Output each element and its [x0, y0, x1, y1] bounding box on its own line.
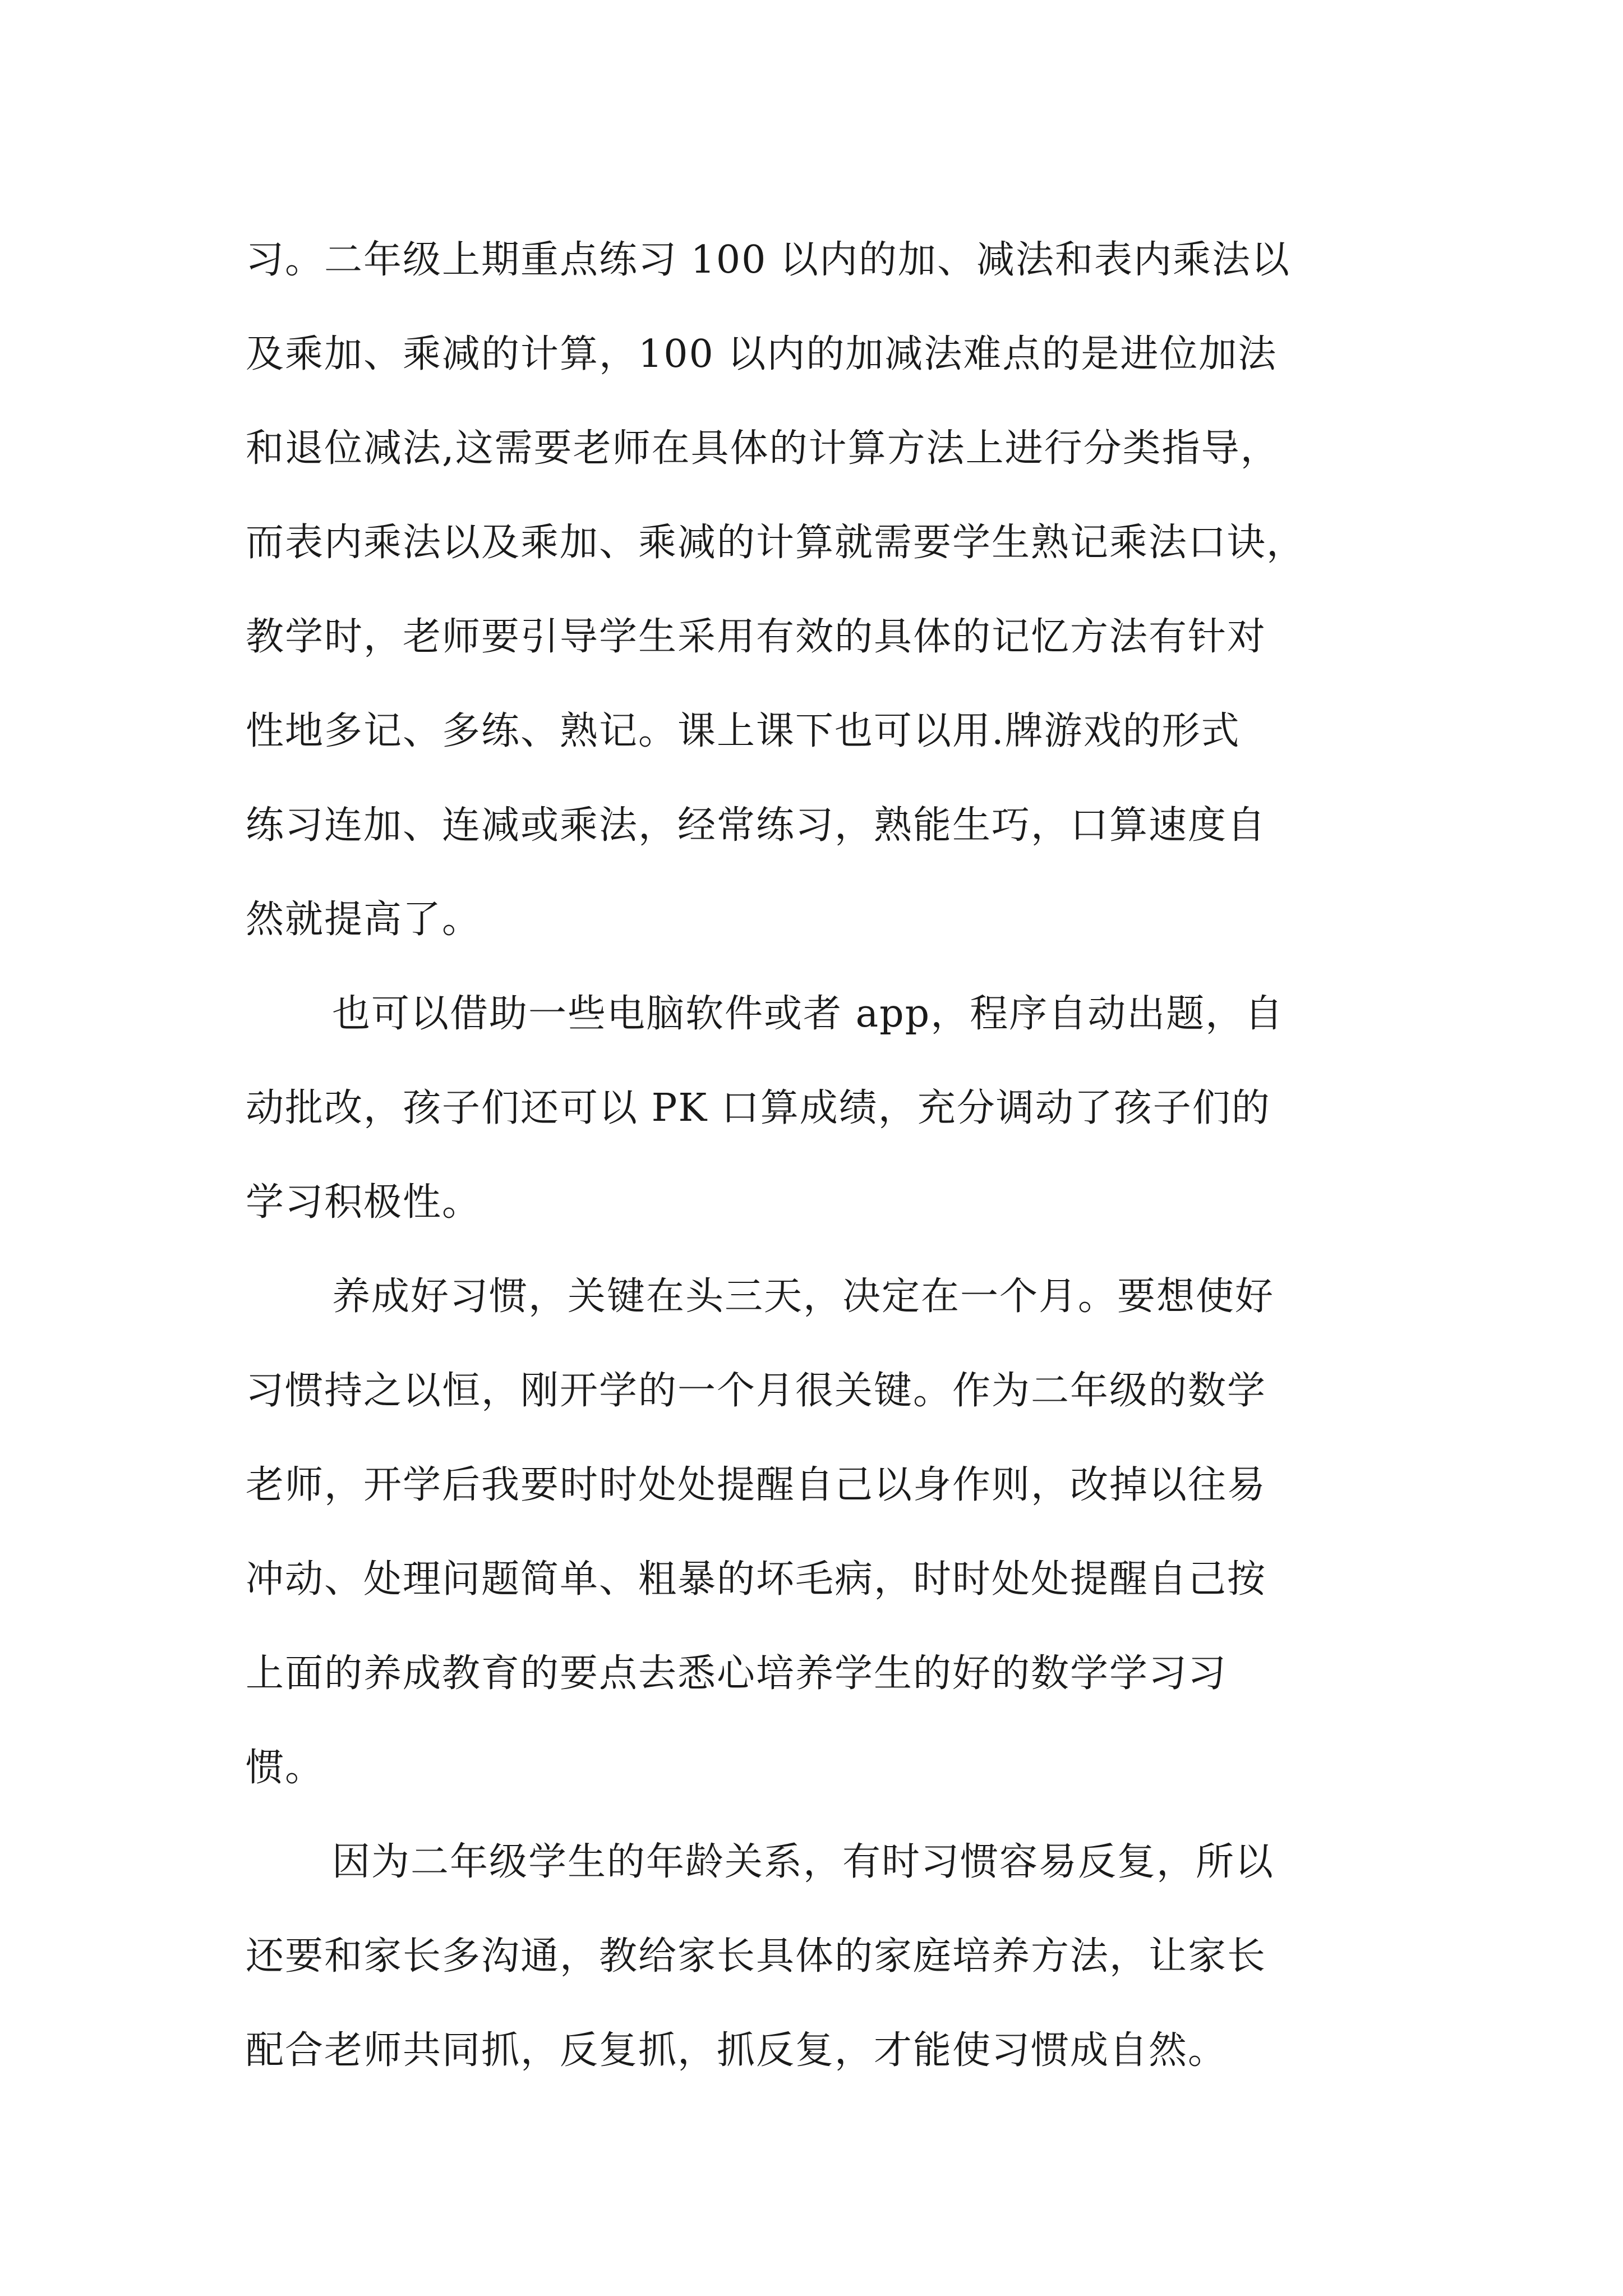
text-line: 性地多记、多练、熟记。课上课下也可以用.牌游戏的形式: [246, 709, 1241, 753]
paragraph-2: [246, 967, 1395, 1250]
text-line: 然就提高了。: [246, 898, 482, 942]
text-line: 练习连加、连减或乘法，经常练习，熟能生巧，口算速度自: [246, 803, 1267, 848]
text-line: 习。二年级上期重点练习 100 以内的加、减法和表内乘法以: [246, 238, 1291, 282]
document-body: [246, 213, 1395, 2098]
text-line: 和退位减法,这需要老师在具体的计算方法上进行分类指导，: [246, 426, 1280, 471]
text-line: 惯。: [246, 1746, 325, 1790]
text-line: 也可以借助一些电脑软件或者 app，程序自动出题，自: [332, 992, 1284, 1036]
text-line: 因为二年级学生的年龄关系，有时习惯容易反复，所以: [332, 1840, 1275, 1884]
paragraph-1: [246, 213, 1395, 967]
text-line: 冲动、处理问题简单、粗暴的坏毛病，时时处处提醒自己按: [246, 1557, 1267, 1602]
text-line: 配合老师共同抓，反复抓，抓反复，才能使习惯成自然。: [246, 2028, 1228, 2073]
text-line: 还要和家长多沟通，教给家长具体的家庭培养方法，让家长: [246, 1934, 1267, 1978]
text-line: 上面的养成教育的要点去悉心培养学生的好的数学学习习: [246, 1651, 1228, 1696]
text-line: 而表内乘法以及乘加、乘减的计算就需要学生熟记乘法口诀，: [246, 521, 1306, 565]
text-line: 老师，开学后我要时时处处提醒自己以身作则，改掉以往易: [246, 1463, 1267, 1507]
text-line: 养成好习惯，关键在头三天，决定在一个月。要想使好: [332, 1274, 1275, 1319]
text-line: 动批改，孩子们还可以 PK 口算成绩，充分调动了孩子们的: [246, 1086, 1271, 1130]
paragraph-3: [246, 1250, 1395, 1815]
paragraph-4: [246, 1815, 1395, 2098]
text-line: 学习积极性。: [246, 1180, 482, 1225]
text-line: 及乘加、乘减的计算，100 以内的加减法难点的是进位加法: [246, 332, 1278, 376]
text-line: 习惯持之以恒，刚开学的一个月很关键。作为二年级的数学: [246, 1369, 1267, 1413]
text-line: 教学时，老师要引导学生采用有效的具体的记忆方法有针对: [246, 615, 1267, 659]
